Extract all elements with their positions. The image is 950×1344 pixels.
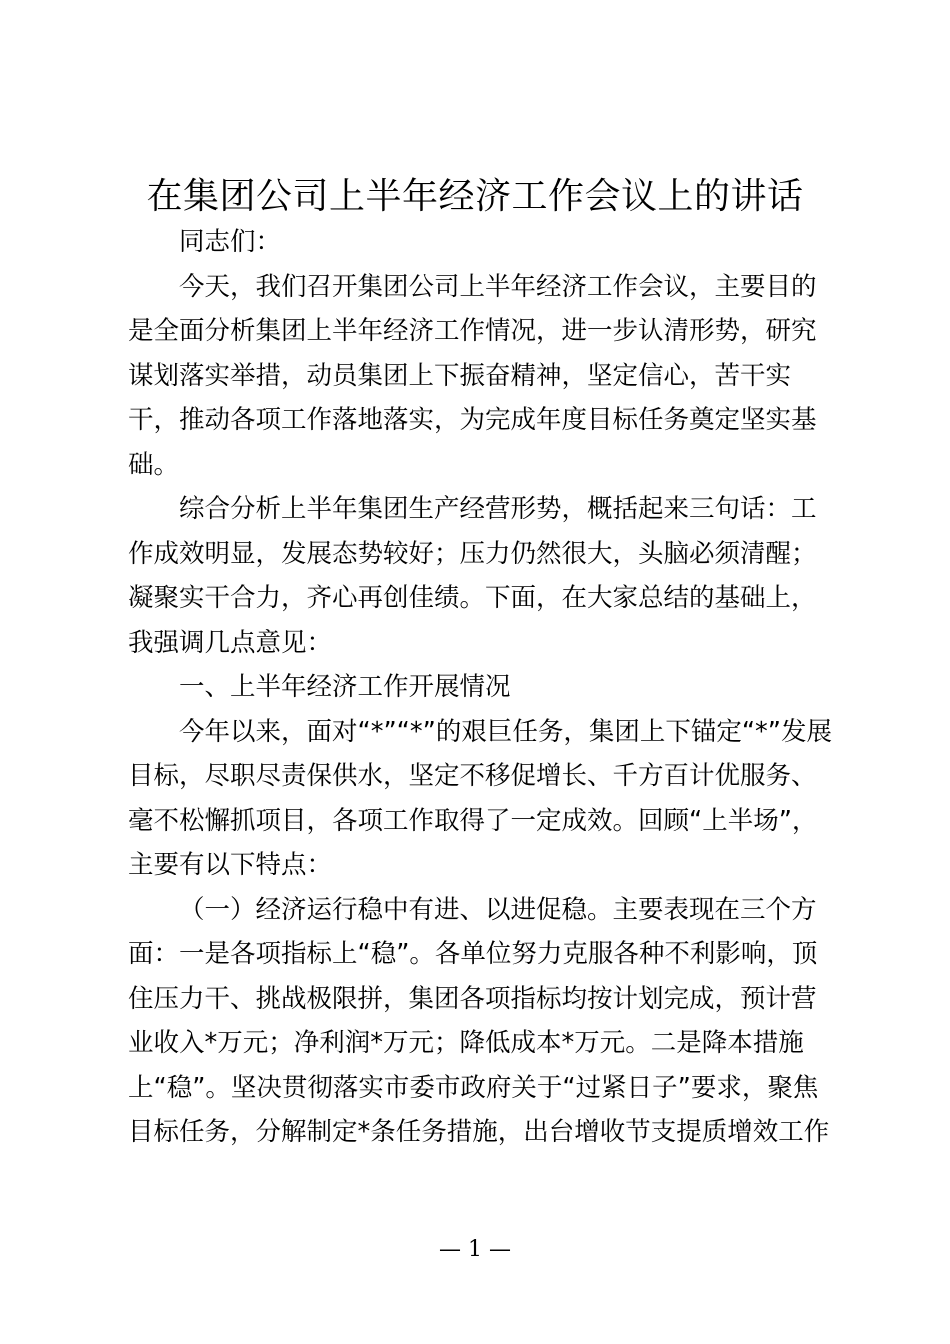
document-body	[128, 220, 838, 1155]
section-heading: 一、上半年经济工作开展情况	[179, 672, 511, 702]
paragraph-line: 今年以来，面对“*”“*”的艰巨任务，集团上下锚定“*”发展	[179, 716, 833, 747]
paragraph-line: 上“稳”。坚决贯彻落实市委市政府关于“过紧日子”要求，聚焦	[128, 1072, 819, 1103]
paragraph-line: 础。	[128, 449, 180, 480]
paragraph-line: 我强调几点意见：	[128, 627, 333, 658]
paragraph-line: 今天，我们召开集团公司上半年经济工作会议，主要目的	[179, 271, 817, 302]
paragraph-line: 目标，尽职尽责保供水，坚定不移促增长、千方百计优服务、	[128, 761, 817, 791]
paragraph-line: 主要有以下特点：	[128, 850, 333, 880]
paragraph-line: 作成效明显，发展态势较好；压力仍然很大，头脑必须清醒；	[128, 538, 817, 569]
paragraph-line: 干，推动各项工作落地落实，为完成年度目标任务奠定坚实基	[128, 405, 817, 435]
page-number: — 1 —	[439, 1237, 511, 1262]
paragraph-line: 面：一是各项指标上“稳”。各单位努力克服各种不利影响，顶	[128, 939, 818, 969]
document-title: 在集团公司上半年经济工作会议上的讲话	[146, 176, 804, 217]
paragraph-line: 毫不松懈抓项目，各项工作取得了一定成效。回顾“上半场”，	[128, 805, 818, 836]
subsection-line: （一）经济运行稳中有进、以进促稳。主要表现在三个方	[179, 894, 817, 925]
paragraph-line: 谋划落实举措，动员集团上下振奋精神，坚定信心，苦干实	[128, 360, 792, 391]
paragraph-line: 综合分析上半年集团生产经营形势，概括起来三句话：工	[179, 494, 817, 524]
paragraph-line: 业收入*万元；净利润*万元；降低成本*万元。二是降本措施	[128, 1028, 804, 1058]
paragraph-line: 住压力干、挑战极限拼，集团各项指标均按计划完成，预计营	[128, 983, 817, 1014]
paragraph-line: 目标任务，分解制定*条任务措施，出台增收节支提质增效工作	[128, 1117, 830, 1147]
paragraph-line: 是全面分析集团上半年经济工作情况，进一步认清形势，研究	[128, 316, 817, 346]
paragraph-line: 凝聚实干合力，齐心再创佳绩。下面，在大家总结的基础上，	[128, 583, 817, 613]
salutation-line: 同志们：	[179, 227, 282, 257]
